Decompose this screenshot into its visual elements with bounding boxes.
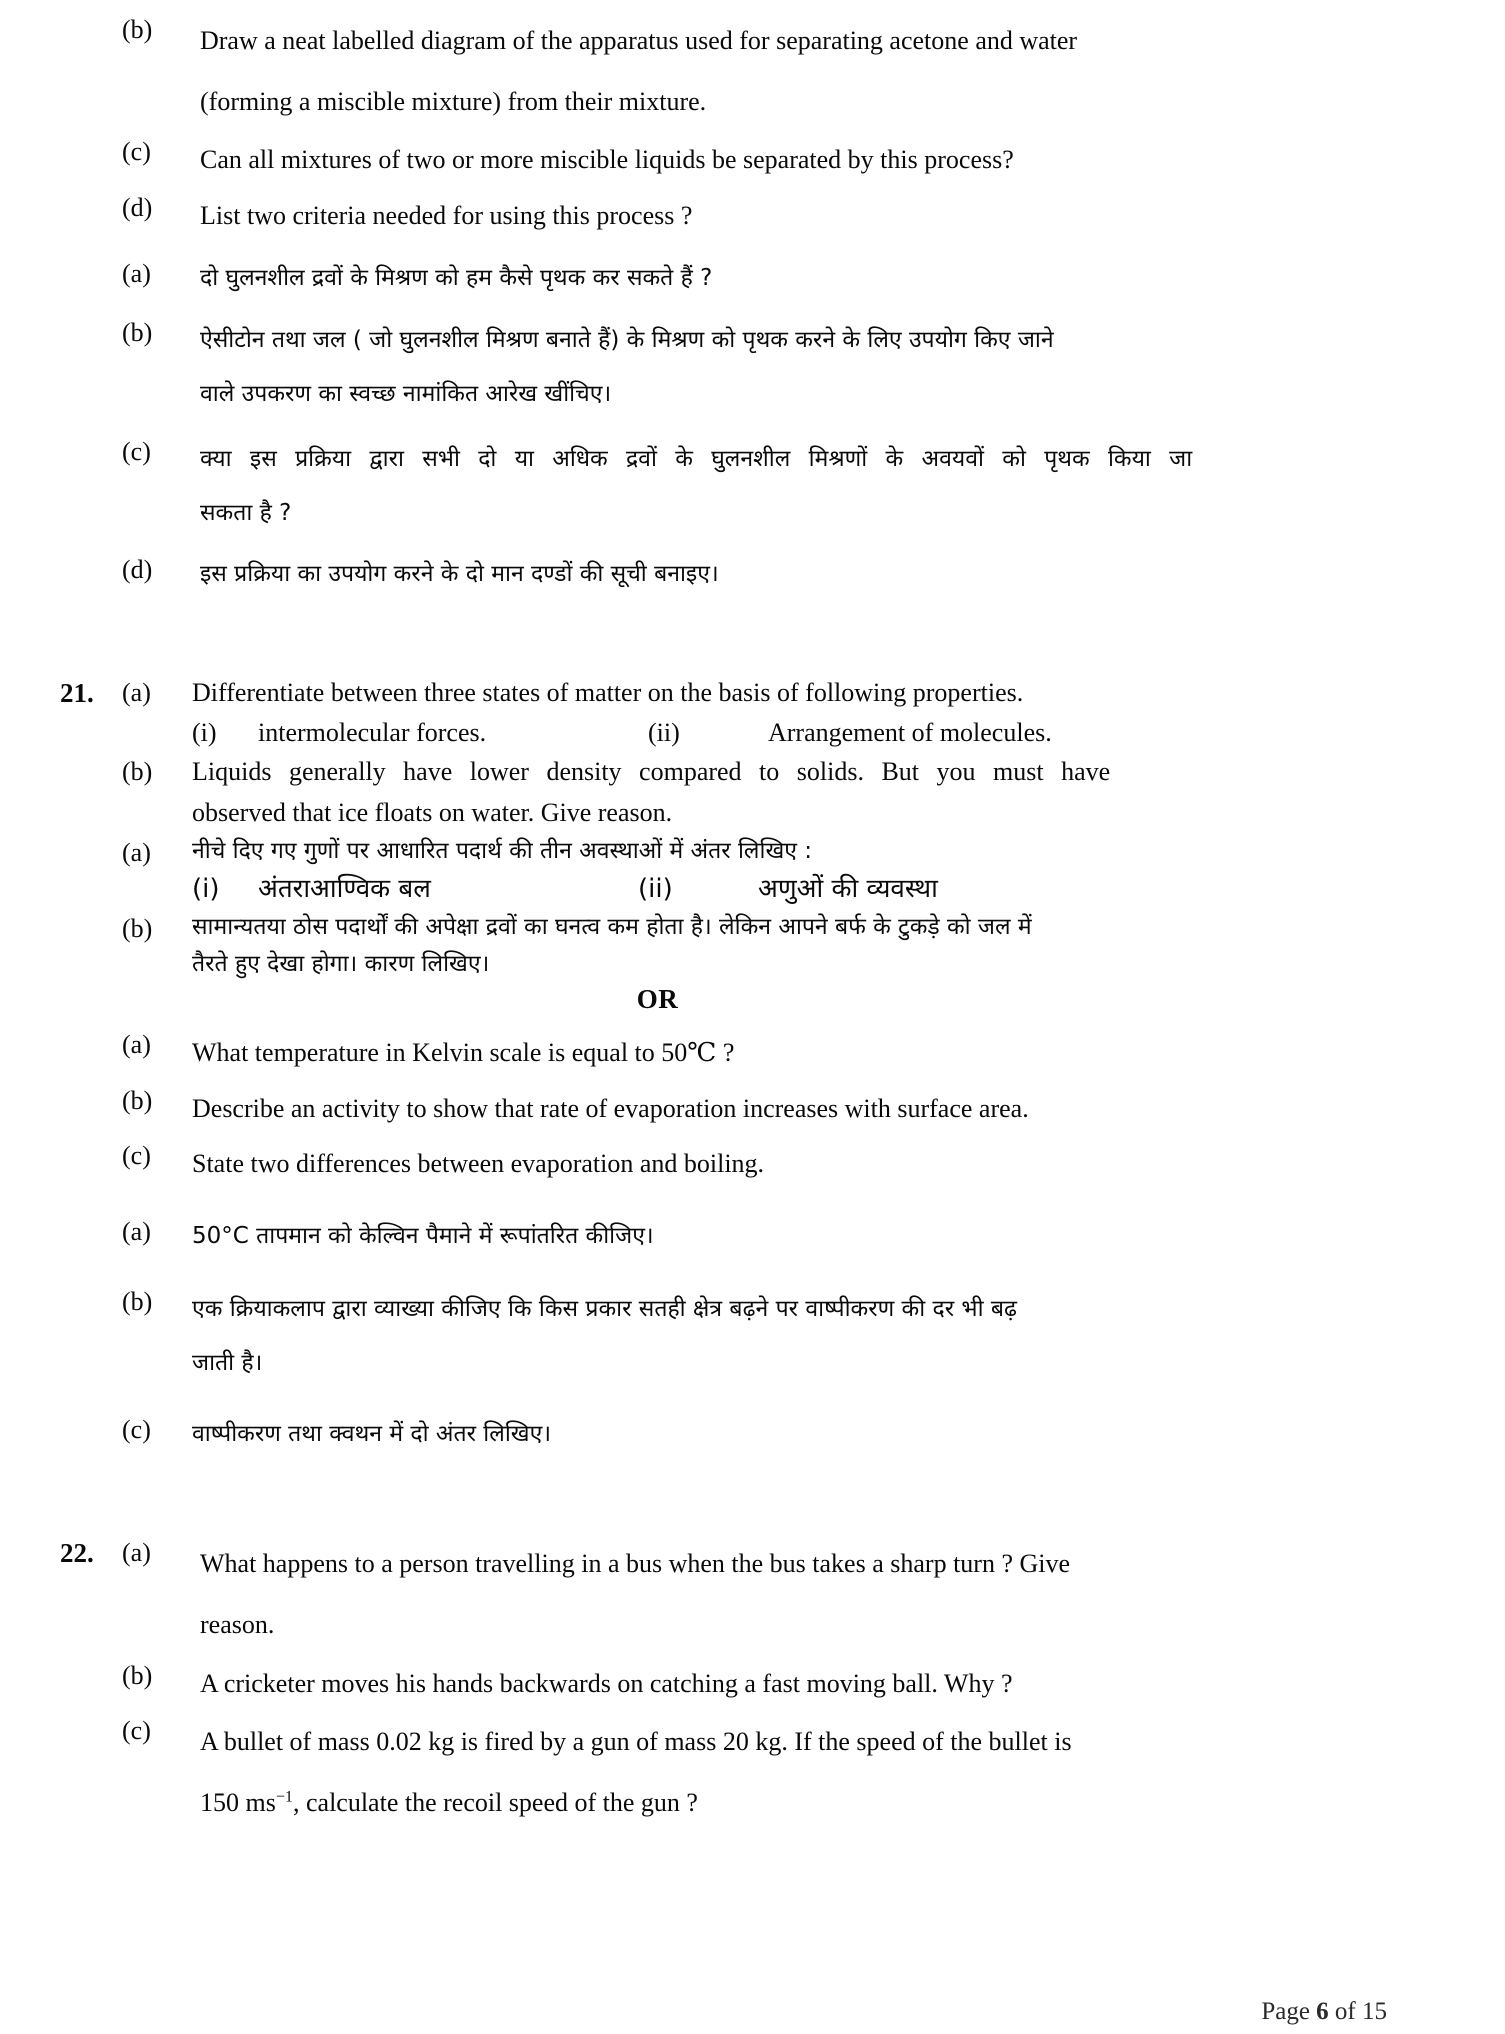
question-item [60,432,1385,540]
sub-part-row [192,870,1385,909]
text-line: वाले उपकरण का स्वच्छ नामांकित आरेख खींचिए। [200,381,612,408]
part-text: List two criteria needed for using this process ? [200,201,693,231]
part-label: (c) [122,436,151,466]
text-line: Differentiate between three states of matter on the basis of following properties. [192,678,1024,708]
part-label: (a) [122,258,151,288]
part-text [200,1711,1385,1833]
text-line: (forming a miscible mixture) from their mixture. [200,87,707,117]
part-label: (b) [122,1085,153,1115]
text-line: जाती है। [192,1349,263,1376]
part-label: (c) [122,1414,151,1444]
part-label: (a) [122,1217,151,1247]
question-item [60,10,1385,132]
part-text [192,673,1385,752]
sub-part-row [192,713,1385,752]
part-text: 50°C तापमान को केल्विन पैमाने में रूपांतरित कीजिए। [192,1223,654,1250]
question-21 [60,673,1385,1459]
part-label: (b) [122,914,153,944]
part-label: (d) [122,193,153,223]
footer-total-pages: 15 [1362,1998,1387,2025]
question-item [60,550,1385,599]
page-footer [1261,1998,1387,2026]
part-text [200,1533,1385,1655]
text-line: एक क्रियाकलाप द्वारा व्याख्या कीजिए कि किस प्रकार सतही क्षेत्र बढ़ने पर वाष्पीकरण की दर भी बढ़ [192,1295,1017,1322]
part-label: (a) [122,1029,151,1059]
part-text [200,313,1385,421]
question-item [60,833,1385,909]
text-line: reason. [200,1610,275,1640]
question-item [60,254,1385,303]
part-text [192,752,1385,833]
part-label: (c) [122,1141,151,1171]
question-20-continuation [60,10,1385,599]
question-item [60,1081,1385,1137]
question-item [60,132,1385,188]
part-text: दो घुलनशील द्रवों के मिश्रण को हम कैसे पृथक कर सकते हैं ? [200,264,713,291]
footer-prefix: Page [1261,1998,1310,2025]
part-text: Describe an activity to show that rate of evaporation increases with surface area. [192,1093,1029,1123]
part-label: (b) [122,1660,153,1690]
sub-text: अंतराआण्विक बल [258,874,431,905]
sub-marker: (i) [192,718,217,748]
text-line: 150 $ms^{-1}$, calculate the recoil speed of the gun ? [200,1788,698,1818]
text-line: सामान्यतया ठोस पदार्थों की अपेक्षा द्रवों का घनत्व कम होता है। लेकिन आपने बर्फ के टुकड़े को जल में [192,914,1032,941]
question-item [60,313,1385,421]
part-text: A cricketer moves his hands backwards on catching a fast moving ball. Why ? [200,1668,1013,1698]
text-line: observed that ice floats on water. Give reason. [192,797,673,827]
sub-marker: (i) [192,874,220,905]
part-label: (a) [122,1538,151,1568]
question-22 [60,1533,1385,1833]
question-item [60,752,1385,833]
question-item [60,1533,1385,1655]
text-line: नीचे दिए गए गुणों पर आधारित पदार्थ की तीन अवस्थाओं में अंतर लिखिए : [192,837,813,864]
text-line: What happens to a person travelling in a bus when the bus takes a sharp turn ? Give [200,1549,1071,1579]
question-item [60,1282,1385,1390]
question-item [60,1212,1385,1261]
footer-of: of [1334,1998,1356,2025]
question-item [60,673,1385,752]
part-label: (b) [122,15,153,44]
part-text [192,909,1385,984]
sub-marker: (ii) [648,718,680,748]
sub-text: intermolecular forces. [258,718,487,748]
part-label: (a) [122,678,151,708]
question-item [60,1410,1385,1459]
question-item [60,1711,1385,1833]
part-text [192,1282,1385,1390]
part-text: State two differences between evaporation and boiling. [192,1149,765,1179]
part-text [192,833,1385,909]
question-item [60,188,1385,244]
question-item [60,1656,1385,1712]
text-line: सकता है ? [200,499,292,526]
part-label: (c) [122,137,151,167]
text-line: तैरते हुए देखा होगा। कारण लिखिए। [192,951,490,978]
footer-page-number: 6 [1316,1998,1329,2025]
text-line: Liquids generally have lower density compared to solids. But you must have [192,757,1111,787]
part-text: इस प्रक्रिया का उपयोग करने के दो मान दण्डों की सूची बनाइए। [200,560,719,587]
part-text [200,432,1385,540]
part-label: (b) [122,757,153,787]
part-label: (a) [122,837,151,867]
sub-text: Arrangement of molecules. [768,718,1052,748]
question-item [60,1136,1385,1192]
part-label: (b) [122,318,153,348]
sub-text: अणुओं की व्यवस्था [758,874,938,905]
part-label: (c) [122,1716,151,1746]
part-text: वाष्पीकरण तथा क्वथन में दो अंतर लिखिए। [192,1420,552,1447]
sub-marker: (ii) [638,874,673,905]
part-text [200,10,1385,132]
question-item [60,909,1385,984]
part-text: What temperature in Kelvin scale is equal to 50℃ ? [192,1037,735,1067]
question-item [60,1025,1385,1081]
or-separator: OR [636,983,679,1014]
text-line: ऐसीटोन तथा जल ( जो घुलनशील मिश्रण बनाते हैं) के मिश्रण को पृथक करने के लिए उपयोग किए जाने [200,327,1054,354]
part-text: Can all mixtures of two or more miscible liquids be separated by this process? [200,145,1014,175]
text-line: क्या इस प्रक्रिया द्वारा सभी दो या अधिक द्रवों के घुलनशील मिश्रणों के अवयवों को पृथक किया जा [200,445,1193,472]
question-number: 21. [60,678,94,709]
part-label: (b) [122,1286,153,1316]
text-line: A bullet of mass 0.02 kg is fired by a gun of mass 20 kg. If the speed of the bullet is [200,1727,1072,1757]
text-line: Draw a neat labelled diagram of the apparatus used for separating acetone and water [200,26,1078,55]
part-label: (d) [122,554,153,584]
question-number: 22. [60,1538,94,1569]
